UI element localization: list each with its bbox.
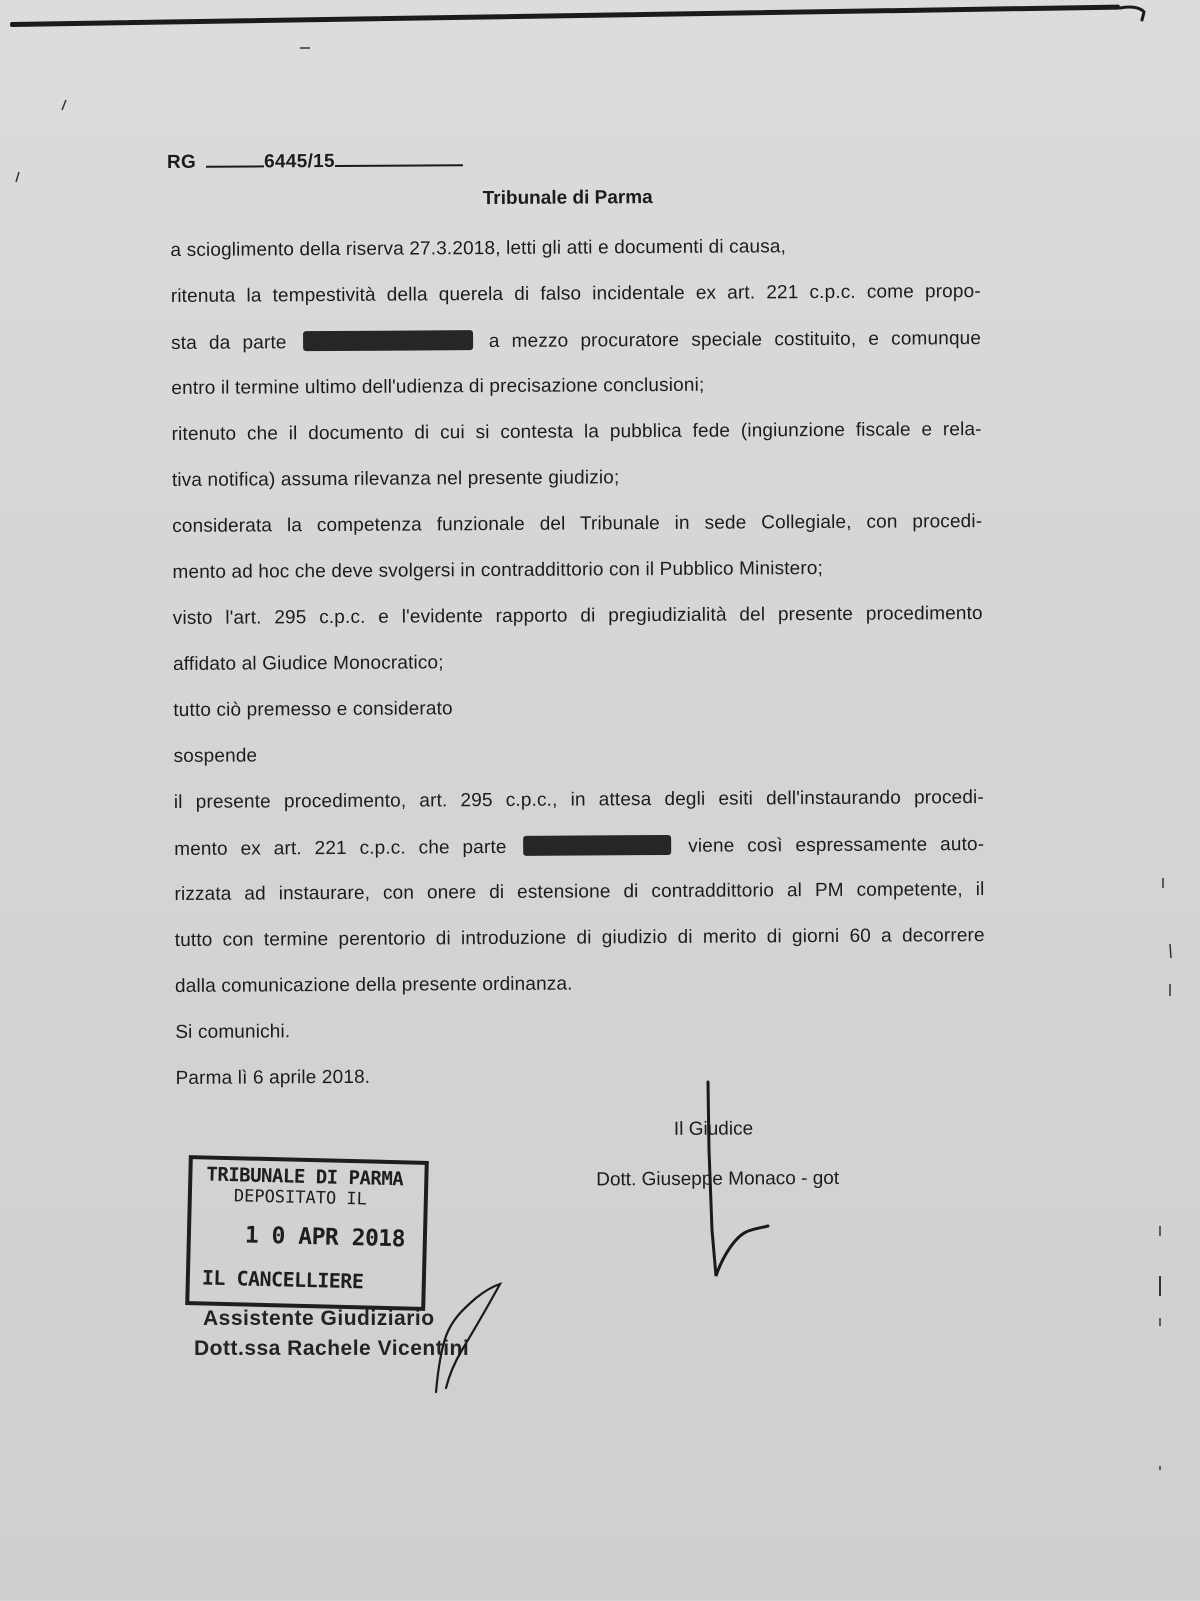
body-line-12: sospende — [173, 745, 258, 767]
body-line-9: visto l'art. 295 c.p.c. e l'evidente rapporto di pregiudizialità del presente procedimento — [172, 603, 983, 629]
body-line-14-end: viene così espressamente auto- — [688, 834, 985, 857]
speck — [16, 172, 19, 182]
stamp-clerk: IL CANCELLIERE — [201, 1265, 364, 1294]
body-line-11: tutto ciò premesso e considerato — [173, 698, 453, 721]
judge-name: Dott. Giuseppe Monaco - got — [596, 1167, 840, 1191]
body-line-13: il presente procedimento, art. 295 c.p.c., in attesa degli esiti dell'instaurando procedi- — [173, 787, 984, 813]
stamp-date: 1 0 APR 2018 — [244, 1222, 406, 1253]
judge-title: Il Giudice — [673, 1118, 754, 1140]
stamp-deposited: DEPOSITATO IL — [233, 1186, 368, 1210]
body-line-1: a scioglimento della riserva 27.3.2018, letti gli atti e documenti di causa, — [170, 236, 787, 261]
corner-mark — [1120, 7, 1144, 20]
body-line-7: considerata la competenza funzionale del Tribunale in sede Collegiale, con procedi- — [172, 511, 983, 537]
clerk-role: Assistente Giudiziario — [203, 1307, 435, 1330]
body-line-2: ritenuta la tempestività della querela di falso incidentale ex art. 221 c.p.c. come propo- — [170, 281, 981, 307]
body-line-10: affidato al Giudice Monocratico; — [172, 652, 444, 675]
body-line-18: Si comunichi. — [175, 1021, 291, 1043]
body-line-6: tiva notifica) assuma rilevanza nel presente giudizio; — [171, 467, 620, 491]
body-line-3-start: sta da parte — [171, 332, 287, 354]
clerk-name: Dott.ssa Rachele Vicentini — [194, 1337, 470, 1360]
stamp-court: TRIBUNALE DI PARMA — [206, 1163, 404, 1191]
body-line-8: mento ad hoc che deve svolgersi in contraddittorio con il Pubblico Ministero; — [172, 558, 824, 583]
speck — [1170, 944, 1171, 958]
body-line-3-end: a mezzo procuratore speciale costituito, e comunque — [488, 328, 982, 353]
body-line-16: tutto con termine perentorio di introduzione di giudizio di merito di giorni 60 a decorrere — [174, 925, 985, 951]
court-title: Tribunale di Parma — [482, 187, 653, 210]
body-line-14-start: mento ex art. 221 c.p.c. che parte — [174, 836, 507, 860]
clerk-signature — [436, 1284, 500, 1392]
speck — [62, 100, 66, 110]
body-line-5: ritenuto che il documento di cui si contesta la pubblica fede (ingiunzione fiscale e rela- — [171, 419, 982, 445]
body-line-19: Parma lì 6 aprile 2018. — [175, 1066, 371, 1089]
body-line-4: entro il termine ultimo dell'udienza di precisazione conclusioni; — [171, 374, 705, 399]
body-line-15: rizzata ad instaurare, con onere di estensione di contraddittorio al PM competente, il — [174, 879, 985, 905]
body-line-17: dalla comunicazione della presente ordinanza. — [174, 973, 573, 997]
rg-label: RG — [166, 151, 197, 174]
judge-signature — [708, 1082, 768, 1276]
rg-number: 6445/15 — [264, 150, 335, 173]
